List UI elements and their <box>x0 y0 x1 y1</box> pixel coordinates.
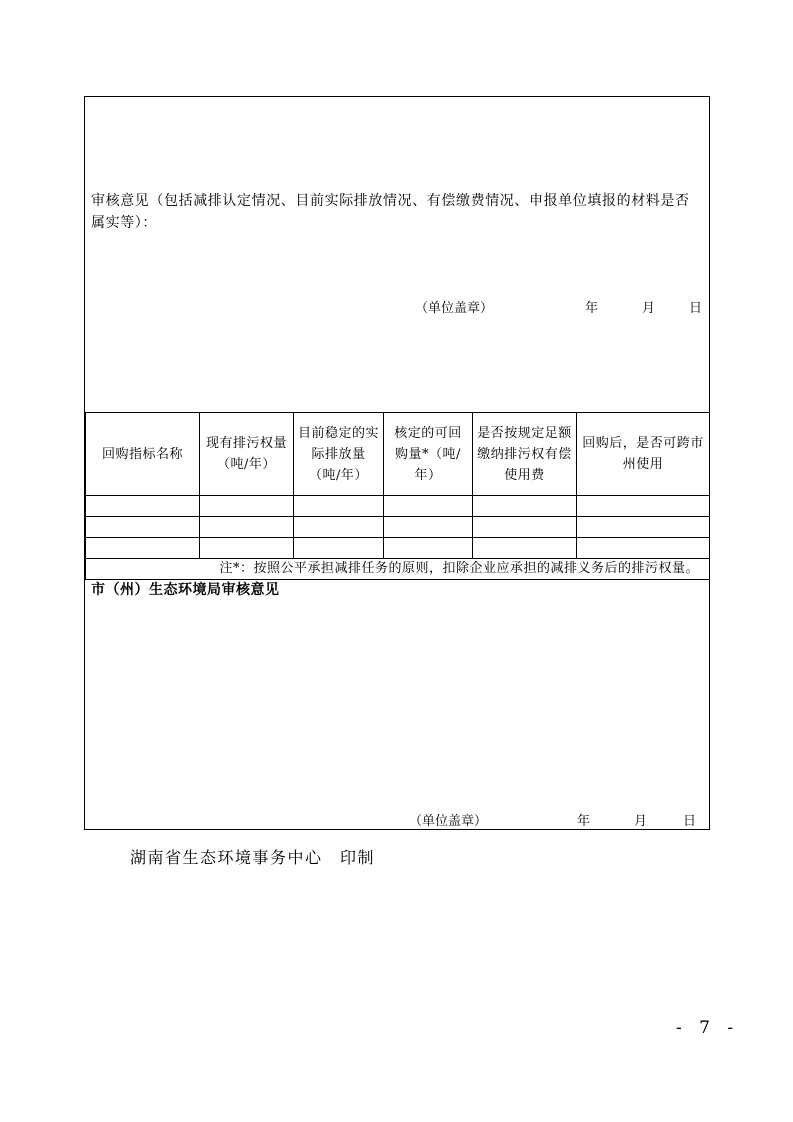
table-cell[interactable] <box>294 496 384 517</box>
table-cell[interactable] <box>200 496 294 517</box>
review-stamp-label: （单位盖章） <box>415 301 494 316</box>
table-cell[interactable] <box>473 496 577 517</box>
header-cell: 核定的可回购量*（吨/年） <box>384 413 473 496</box>
table-cell[interactable] <box>200 538 294 559</box>
table-row <box>86 538 710 559</box>
city-stamp-label: （单位盖章） <box>409 814 488 829</box>
table-cell[interactable] <box>294 538 384 559</box>
table-cell[interactable] <box>86 496 200 517</box>
table-cell[interactable] <box>200 517 294 538</box>
city-year-label: 年 <box>577 814 591 829</box>
table-row <box>86 517 710 538</box>
table-cell[interactable] <box>384 538 473 559</box>
header-cell: 回购后，是否可跨市州使用 <box>577 413 710 496</box>
review-day-label: 日 <box>689 301 703 316</box>
review-instructions: 审核意见（包括减排认定情况、目前实际排放情况、有偿缴费情况、申报单位填报的材料是否属实等）： <box>91 193 690 231</box>
table-cell[interactable] <box>577 517 710 538</box>
table-note: 注*：按照公平承担减排任务的原则，扣除企业应承担的减排义务后的排污权量。 <box>86 559 710 580</box>
header-cell: 是否按规定足额缴纳排污权有偿使用费 <box>473 413 577 496</box>
table-note-row <box>86 559 710 580</box>
table-cell[interactable] <box>384 517 473 538</box>
footer-organization: 湖南省生态环境事务中心 印制 <box>130 848 376 867</box>
review-form <box>84 96 710 830</box>
buyback-table <box>85 412 710 580</box>
table-cell[interactable] <box>86 517 200 538</box>
header-cell: 回购指标名称 <box>86 413 200 496</box>
table-cell[interactable] <box>473 517 577 538</box>
review-month-label: 月 <box>642 301 656 316</box>
table-cell[interactable] <box>473 538 577 559</box>
header-cell: 目前稳定的实际排放量（吨/年） <box>294 413 384 496</box>
table-cell[interactable] <box>294 517 384 538</box>
page-number: - 7 - <box>676 1018 740 1038</box>
table-cell[interactable] <box>577 496 710 517</box>
review-year-label: 年 <box>585 301 599 316</box>
table-cell[interactable] <box>577 538 710 559</box>
table-row <box>86 496 710 517</box>
table-header-row <box>86 413 710 496</box>
city-day-label: 日 <box>683 814 697 829</box>
table-cell[interactable] <box>86 538 200 559</box>
city-month-label: 月 <box>634 814 648 829</box>
header-cell: 现有排污权量（吨/年） <box>200 413 294 496</box>
city-review-title: 市（州）生态环境局审核意见 <box>91 582 280 598</box>
table-cell[interactable] <box>384 496 473 517</box>
